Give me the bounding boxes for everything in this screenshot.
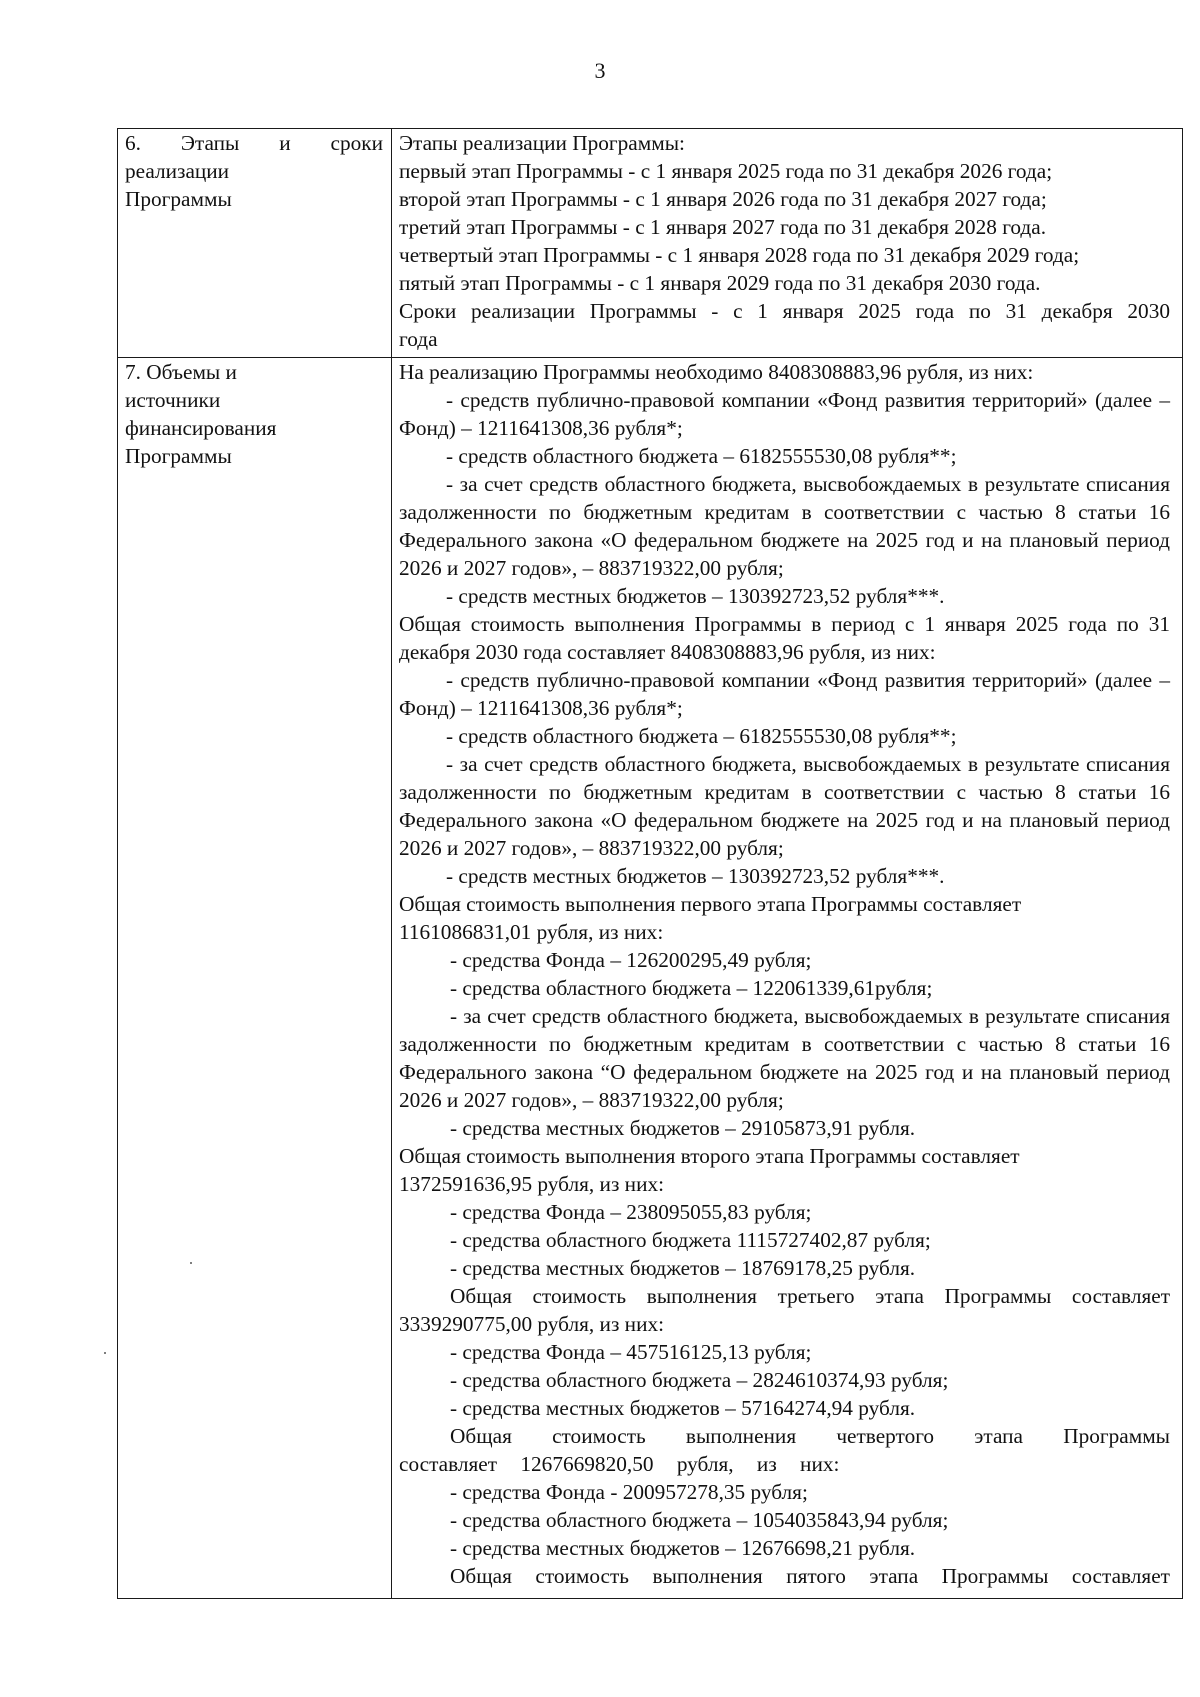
funding-paragraph: Общая стоимость выполнения Программы в период с 1 января 2025 года по 31 декабря 2030 года составляет 8408308883,96 рубля, из них:	[399, 612, 1170, 664]
stages-label-line2: реализации	[125, 159, 230, 183]
funding-content-cell	[392, 358, 1183, 1599]
funding-paragraph: Общая стоимость выполнения первого этапа Программы составляет	[399, 892, 1022, 916]
stages-label-line1: 6. Этапы и сроки	[125, 131, 383, 155]
funding-paragraph: - средства Фонда – 457516125,13 рубля;	[450, 1340, 812, 1364]
stages-line: второй этап Программы - с 1 января 2026 года по 31 декабря 2027 года;	[399, 187, 1047, 211]
funding-paragraph: 1161086831,01 рубля, из них:	[399, 920, 664, 944]
funding-paragraph: - средства местных бюджетов – 57164274,94 рубля.	[450, 1396, 916, 1420]
funding-paragraph: Общая стоимость выполнения третьего этапа Программы составляет 3339290775,00 рубля, из них:	[399, 1284, 1170, 1336]
funding-paragraph: Общая стоимость выполнения четвертого этапа Программы составляет 1267669820,50 рубля, из них:	[399, 1424, 1170, 1476]
funding-paragraph: - средства местных бюджетов – 29105873,91 рубля.	[450, 1116, 916, 1140]
funding-paragraph: - средства областного бюджета – 122061339,61рубля;	[450, 976, 933, 1000]
funding-paragraph: - средств областного бюджета – 6182555530,08 рубля**;	[446, 724, 957, 748]
funding-label-line3: финансирования	[125, 416, 277, 440]
funding-paragraph: 1372591636,95 рубля, из них:	[399, 1172, 665, 1196]
table-row-funding	[118, 358, 1183, 1599]
stages-line: Сроки реализации Программы - с 1 января 2025 года по 31 декабря 2030 года	[399, 299, 1170, 351]
funding-paragraph: Общая стоимость выполнения пятого этапа Программы составляет	[450, 1564, 1170, 1588]
stages-label-line3: Программы	[125, 187, 232, 211]
funding-paragraph: - за счет средств областного бюджета, высвобождаемых в результате списания задолженности по бюджетным кредитам в соответствии с частью 8 статьи 16 Федерального закона “О федеральном бюджете на 2025 год и на плановый период 2026 и 2027 годов», – 883719322,00 рубля;	[399, 1004, 1170, 1112]
table-row-stages	[118, 129, 1183, 358]
stages-content-cell	[392, 129, 1183, 358]
funding-paragraph: - средств областного бюджета – 6182555530,08 рубля**;	[446, 444, 957, 468]
funding-paragraph: - средства Фонда – 126200295,49 рубля;	[450, 948, 812, 972]
scan-speck	[104, 1352, 106, 1354]
page-number: 3	[594, 58, 606, 83]
stages-line: четвертый этап Программы - с 1 января 2028 года по 31 декабря 2029 года;	[399, 243, 1080, 267]
passport-table	[117, 128, 1183, 1599]
funding-paragraph: На реализацию Программы необходимо 8408308883,96 рубля, из них:	[399, 360, 1034, 384]
funding-paragraph: - средства областного бюджета 1115727402,87 рубля;	[450, 1228, 931, 1252]
scan-speck	[190, 1262, 192, 1264]
funding-label-cell	[118, 358, 392, 1599]
funding-paragraph: - средства областного бюджета – 1054035843,94 рубля;	[450, 1508, 949, 1532]
stages-line: первый этап Программы - с 1 января 2025 года по 31 декабря 2026 года;	[399, 159, 1053, 183]
funding-label-line2: источники	[125, 388, 221, 412]
funding-paragraph: - за счет средств областного бюджета, высвобождаемых в результате списания задолженности по бюджетным кредитам в соответствии с частью 8 статьи 16 Федерального закона «О федеральном бюджете на 2025 год и на плановый период 2026 и 2027 годов», – 883719322,00 рубля;	[399, 472, 1170, 580]
funding-paragraph: Общая стоимость выполнения второго этапа Программы составляет	[399, 1144, 1020, 1168]
funding-paragraph: - средства Фонда – 238095055,83 рубля;	[450, 1200, 812, 1224]
stages-line: третий этап Программы - с 1 января 2027 года по 31 декабря 2028 года.	[399, 215, 1047, 239]
funding-paragraph: - средства местных бюджетов – 18769178,25 рубля.	[450, 1256, 916, 1280]
stages-line: пятый этап Программы - с 1 января 2029 года по 31 декабря 2030 года.	[399, 271, 1041, 295]
funding-paragraph: - средств публично-правовой компании «Фонд развития территорий» (далее – Фонд) – 1211641308,36 рубля*;	[399, 668, 1170, 720]
funding-paragraph: - средств местных бюджетов – 130392723,52 рубля***.	[446, 864, 945, 888]
funding-label-line1: 7. Объемы и	[125, 360, 237, 384]
stages-line: Этапы реализации Программы:	[399, 131, 685, 155]
funding-label-line4: Программы	[125, 444, 232, 468]
stages-label-cell	[118, 129, 392, 358]
funding-paragraph: - за счет средств областного бюджета, высвобождаемых в результате списания задолженности по бюджетным кредитам в соответствии с частью 8 статьи 16 Федерального закона «О федеральном бюджете на 2025 год и на плановый период 2026 и 2027 годов», – 883719322,00 рубля;	[399, 752, 1170, 860]
funding-paragraph: - средств местных бюджетов – 130392723,52 рубля***.	[446, 584, 945, 608]
funding-paragraph: - средства Фонда - 200957278,35 рубля;	[450, 1480, 808, 1504]
funding-paragraph: - средства местных бюджетов – 12676698,21 рубля.	[450, 1536, 916, 1560]
funding-paragraph: - средств публично-правовой компании «Фонд развития территорий» (далее – Фонд) – 1211641308,36 рубля*;	[399, 388, 1170, 440]
funding-paragraph: - средства областного бюджета – 2824610374,93 рубля;	[450, 1368, 949, 1392]
